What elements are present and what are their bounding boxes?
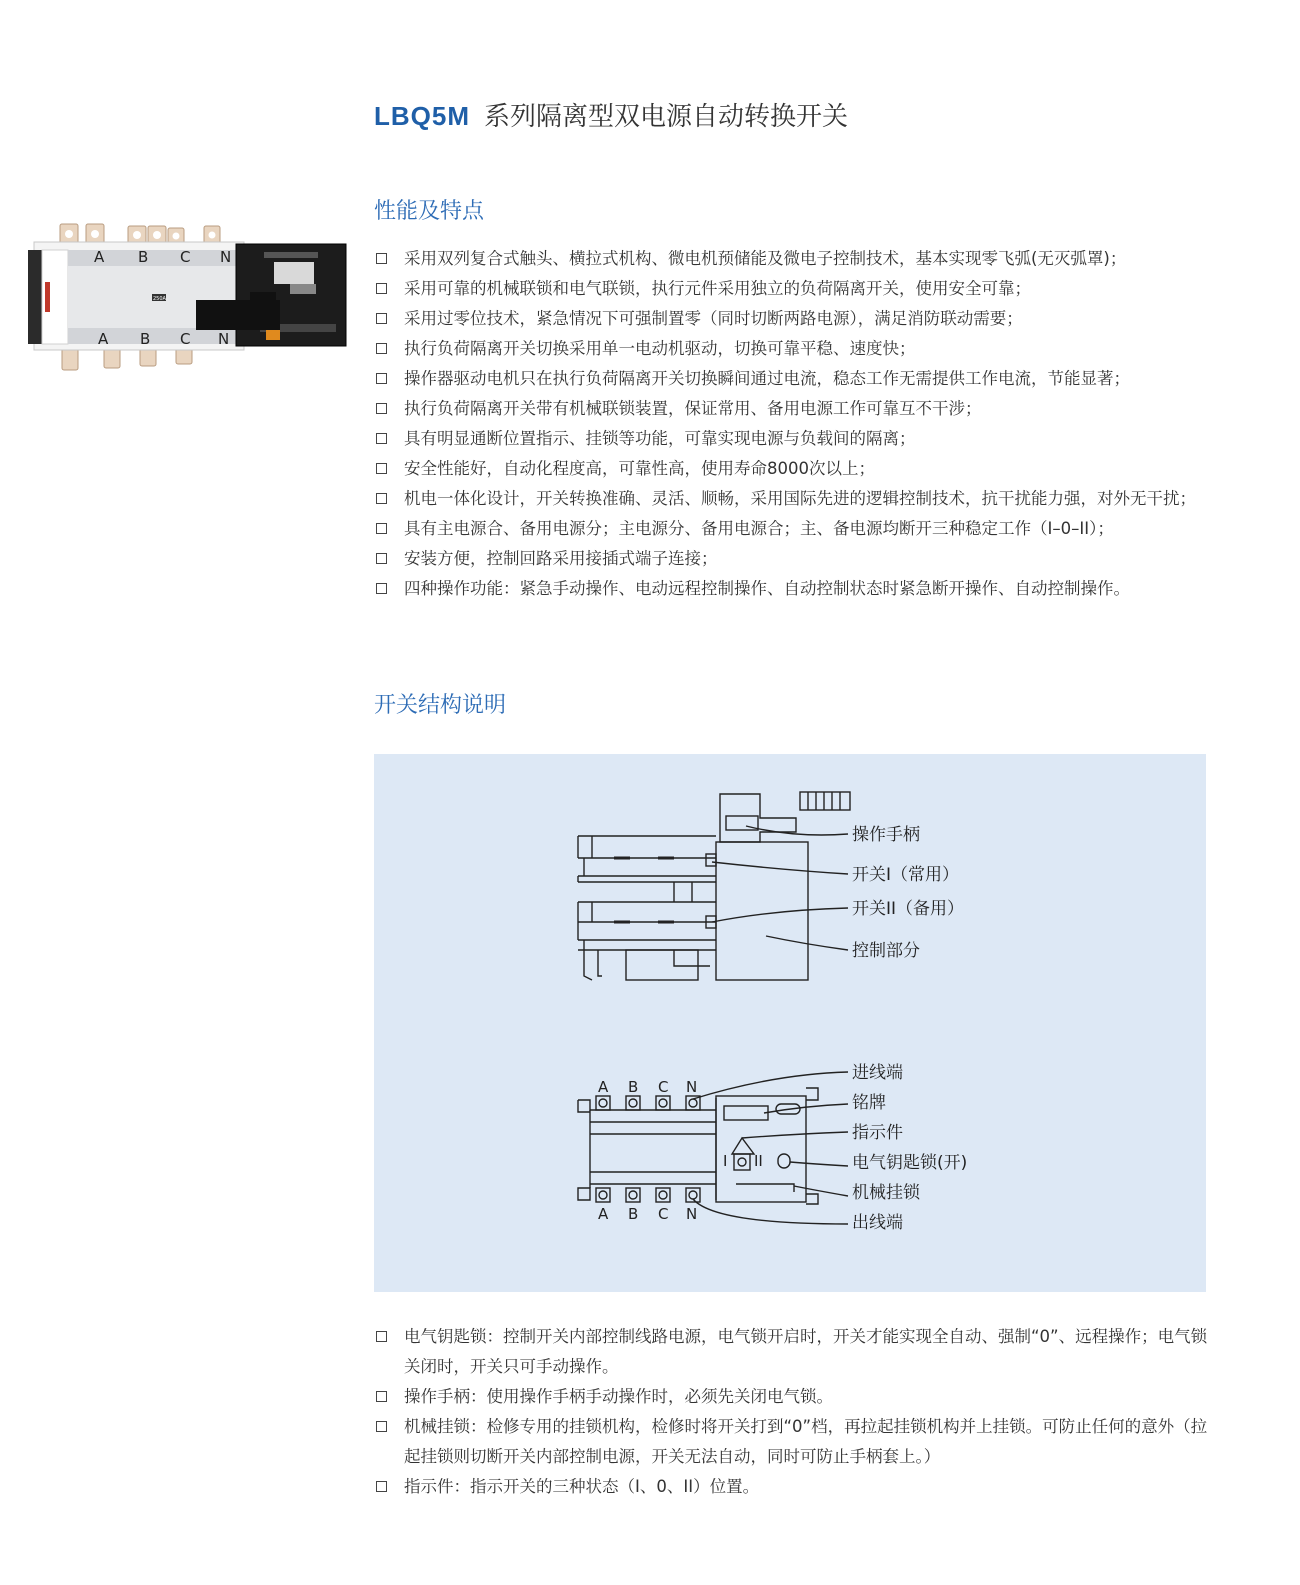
structure-heading: 开关结构说明 xyxy=(374,693,507,718)
label-nameplate: 铭牌 xyxy=(852,1093,886,1113)
list-item: 指示件：指示开关的三种状态（I、0、II）位置。 xyxy=(374,1472,1214,1502)
list-item: 具有主电源合、备用电源分；主电源分、备用电源合；主、备电源均断开三种稳定工作（I–0–II）； xyxy=(374,514,1214,544)
label-electric-key-lock: 电气钥匙锁(开) xyxy=(852,1153,968,1173)
list-item: 机械挂锁：检修专用的挂锁机构，检修时将开关打到“0”档，再拉起挂锁机构并上挂锁。可防止任何的意外（拉起挂锁则切断开关内部控制电源，开关无法自动，同时可防止手柄套上。） xyxy=(374,1412,1214,1472)
photo-rating-label: 250A xyxy=(153,296,166,302)
photo-phase-label: N xyxy=(218,330,230,348)
photo-phase-label: B xyxy=(140,330,151,348)
indicator-mark: II xyxy=(754,1152,763,1170)
label-input-terminal: 进线端 xyxy=(852,1063,903,1083)
list-item: 采用过零位技术，紧急情况下可强制置零（同时切断两路电源），满足消防联动需要； xyxy=(374,304,1214,334)
list-item: 采用可靠的机械联锁和电气联锁，执行元件采用独立的负荷隔离开关，使用安全可靠； xyxy=(374,274,1214,304)
label-control-part: 控制部分 xyxy=(852,941,920,961)
indicator-mark: I xyxy=(723,1152,728,1170)
model-number: LBQ5M xyxy=(374,101,470,131)
list-item: 采用双列复合式触头、横拉式机构、微电机预储能及微电子控制技术，基本实现零飞弧(无灭弧罩)； xyxy=(374,244,1214,274)
label-mechanical-padlock: 机械挂锁 xyxy=(852,1183,920,1203)
page-title xyxy=(374,96,848,133)
list-item: 操作手柄：使用操作手柄手动操作时，必须先关闭电气锁。 xyxy=(374,1382,1214,1412)
list-item: 四种操作功能：紧急手动操作、电动远程控制操作、自动控制状态时紧急断开操作、自动控制操作。 xyxy=(374,574,1214,604)
list-item: 操作器驱动电机只在执行负荷隔离开关切换瞬间通过电流，稳态工作无需提供工作电流，节能显著； xyxy=(374,364,1214,394)
list-item: 电气钥匙锁：控制开关内部控制线路电源，电气锁开启时，开关才能实现全自动、强制“0”、远程操作；电气锁关闭时，开关只可手动操作。 xyxy=(374,1322,1214,1382)
label-switch-1: 开关I（常用） xyxy=(852,865,960,885)
photo-phase-label: B xyxy=(138,248,149,266)
photo-phase-label: C xyxy=(180,330,191,348)
list-item: 执行负荷隔离开关带有机械联锁装置，保证常用、备用电源工作可靠互不干涉； xyxy=(374,394,1214,424)
front-phase-label: C xyxy=(658,1078,669,1096)
photo-phase-label: C xyxy=(180,248,191,266)
front-phase-label: A xyxy=(598,1078,609,1096)
list-item: 安装方便，控制回路采用接插式端子连接； xyxy=(374,544,1214,574)
photo-phase-label: N xyxy=(220,248,232,266)
front-phase-label: N xyxy=(686,1205,698,1223)
front-phase-label: N xyxy=(686,1078,698,1096)
front-phase-label: A xyxy=(598,1205,609,1223)
list-item: 安全性能好，自动化程度高，可靠性高，使用寿命8000次以上； xyxy=(374,454,1214,484)
front-phase-label: C xyxy=(658,1205,669,1223)
list-item: 执行负荷隔离开关切换采用单一电动机驱动，切换可靠平稳、速度快； xyxy=(374,334,1214,364)
label-indicator: 指示件 xyxy=(852,1123,903,1143)
photo-phase-label: A xyxy=(94,248,105,266)
notes-list xyxy=(374,1322,1214,1502)
features-heading: 性能及特点 xyxy=(374,199,485,224)
list-item: 具有明显通断位置指示、挂锁等功能，可靠实现电源与负载间的隔离； xyxy=(374,424,1214,454)
product-photo xyxy=(28,220,348,372)
title-text: 系列隔离型双电源自动转换开关 xyxy=(484,102,849,132)
structure-diagram xyxy=(374,754,1206,1292)
front-phase-label: B xyxy=(628,1205,639,1223)
label-output-terminal: 出线端 xyxy=(852,1213,903,1233)
features-list xyxy=(374,244,1214,604)
list-item: 机电一体化设计，开关转换准确、灵活、顺畅，采用国际先进的逻辑控制技术，抗干扰能力强，对外无干扰； xyxy=(374,484,1214,514)
front-view-drawing xyxy=(578,1072,848,1224)
front-phase-label: B xyxy=(628,1078,639,1096)
label-operating-handle: 操作手柄 xyxy=(852,825,920,845)
photo-phase-label: A xyxy=(98,330,109,348)
label-switch-2: 开关II（备用） xyxy=(852,899,965,919)
side-view-drawing xyxy=(578,792,850,980)
